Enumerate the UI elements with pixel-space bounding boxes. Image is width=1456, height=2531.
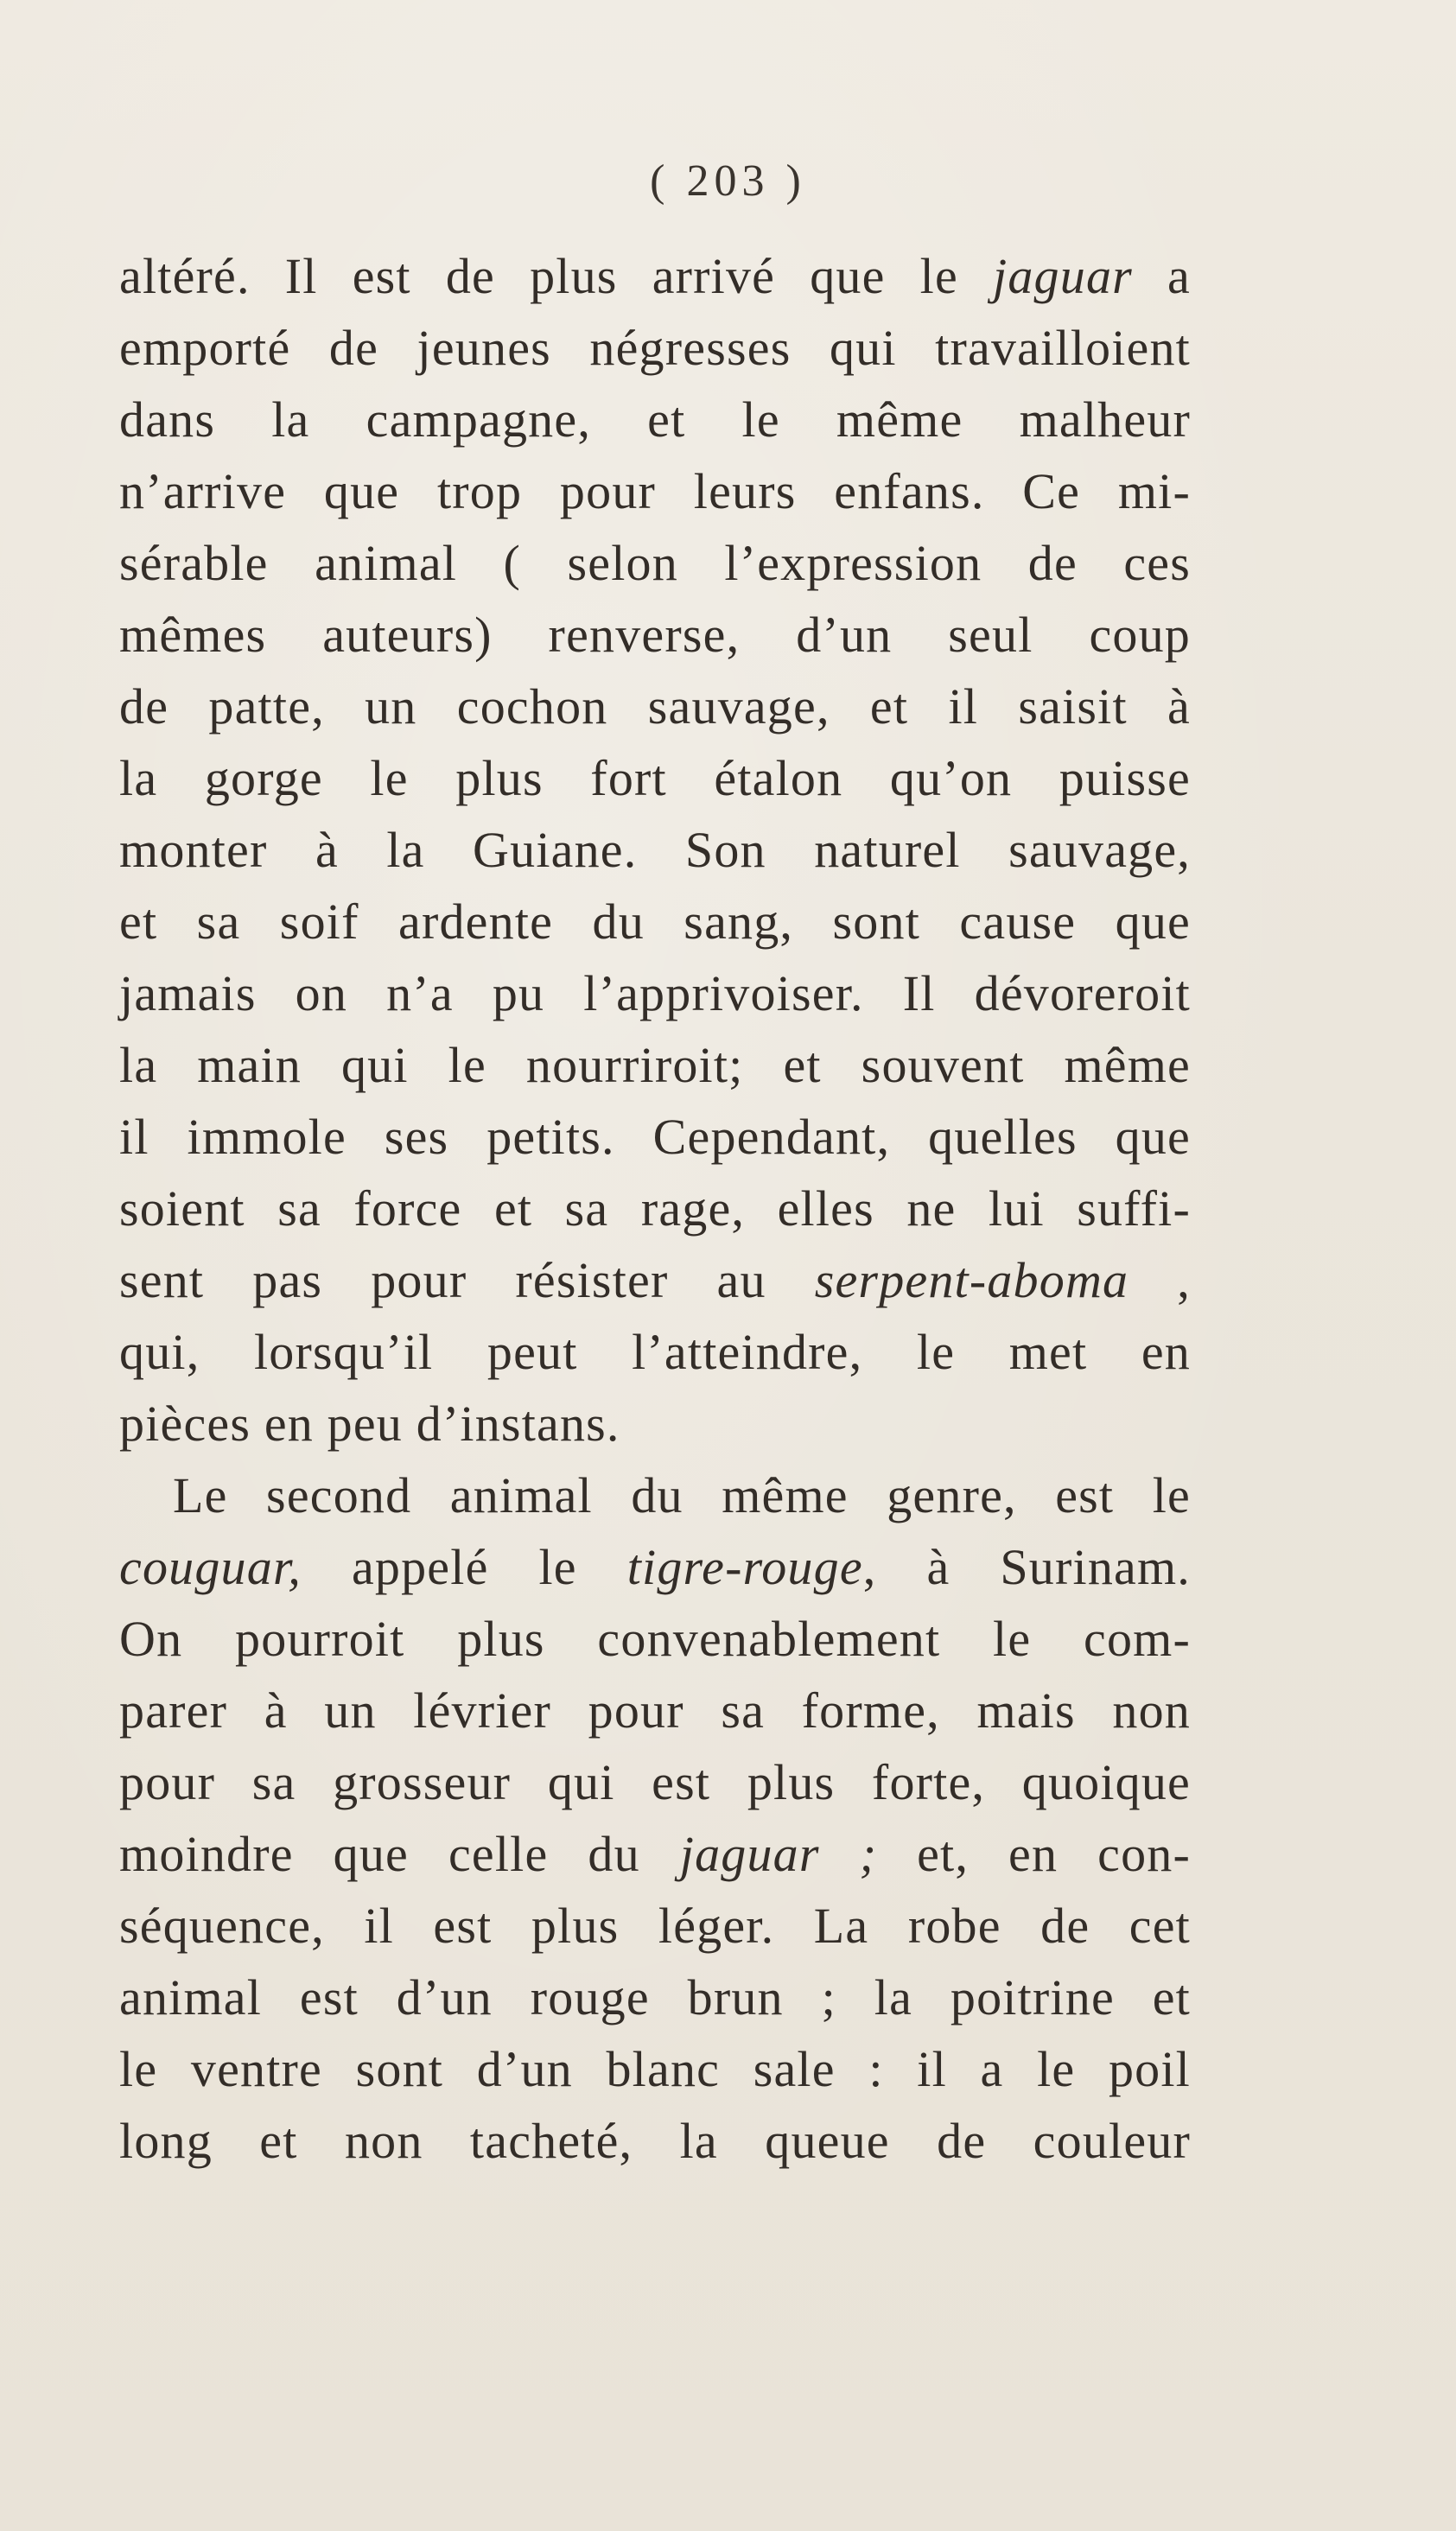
paragraph-start-line [119, 1459, 1191, 1531]
text-line [119, 1244, 1191, 1316]
text-line [119, 2105, 1191, 2177]
text-run: sent pas pour résister au [119, 1252, 815, 1308]
text-run: long et non tacheté, la queue de couleur [119, 2113, 1191, 2169]
text-line [119, 1101, 1191, 1173]
text-line [119, 1316, 1191, 1388]
text-run: de patte, un cochon sauvage, et il saisit à [119, 678, 1191, 734]
text-line [119, 1962, 1191, 2033]
text-line [119, 384, 1191, 455]
text-line [119, 240, 1191, 312]
text-run: monter à la Guiane. Son naturel sauvage, [119, 822, 1191, 878]
text-run: et, en con- [877, 1826, 1192, 1882]
text-run: , [1129, 1252, 1191, 1308]
text-line [119, 1746, 1191, 1818]
text-line [119, 1029, 1191, 1101]
text-run: n’arrive que trop pour leurs enfans. Ce mi- [119, 463, 1191, 519]
text-run: On pourroit plus convenablement le com- [119, 1611, 1191, 1667]
italic-term: tigre-rouge [626, 1539, 863, 1595]
text-run: mêmes auteurs) renverse, d’un seul coup [119, 607, 1191, 663]
text-line [119, 1388, 1191, 1459]
text-run: animal est d’un rouge brun ; la poitrine et [119, 1969, 1191, 2025]
text-run: parer à un lévrier pour sa forme, mais non [119, 1682, 1191, 1739]
italic-term: serpent-aboma [814, 1252, 1129, 1308]
text-run: qui, lorsqu’il peut l’atteindre, le met en [119, 1324, 1191, 1380]
text-run: moindre que celle du [119, 1826, 680, 1882]
text-run: emporté de jeunes négresses qui travailloient [119, 320, 1191, 376]
text-line [119, 599, 1191, 671]
text-run: il immole ses petits. Cependant, quelles que [119, 1109, 1191, 1165]
text-line [119, 527, 1191, 599]
text-run: séquence, il est plus léger. La robe de cet [119, 1898, 1191, 1954]
text-line [119, 1173, 1191, 1244]
text-line [119, 957, 1191, 1029]
text-line [119, 886, 1191, 957]
text-run: appelé le [302, 1539, 627, 1595]
text-run: pour sa grosseur qui est plus forte, quoique [119, 1754, 1191, 1810]
page-number: ( 203 ) [650, 156, 806, 206]
text-run: Le second animal du même genre, est le [173, 1467, 1191, 1523]
text-line [119, 1603, 1191, 1675]
text-line [119, 1675, 1191, 1746]
text-line [119, 814, 1191, 886]
italic-term: jaguar ; [679, 1826, 878, 1882]
text-line [119, 1890, 1191, 1962]
text-run: a [1132, 248, 1191, 304]
text-run: jamais on n’a pu l’apprivoiser. Il dévoreroit [119, 965, 1191, 1021]
text-run: soient sa force et sa rage, elles ne lui suffi- [119, 1180, 1191, 1237]
text-line [119, 742, 1191, 814]
text-run: la main qui le nourriroit; et souvent même [119, 1037, 1191, 1093]
text-line [119, 1818, 1191, 1890]
text-run: altéré. Il est de plus arrivé que le [119, 248, 994, 304]
text-line [119, 455, 1191, 527]
text-run: la gorge le plus fort étalon qu’on puisse [119, 750, 1191, 806]
text-run: sérable animal ( selon l’expression de ces [119, 535, 1191, 591]
text-run: le ventre sont d’un blanc sale : il a le poil [119, 2041, 1191, 2097]
text-line [119, 1531, 1191, 1603]
italic-term: jaguar [993, 248, 1133, 304]
text-run: dans la campagne, et le même malheur [119, 391, 1191, 448]
text-line [119, 2033, 1191, 2105]
text-run: et sa soif ardente du sang, sont cause que [119, 893, 1191, 950]
text-run: , à Surinam. [862, 1539, 1191, 1595]
text-run: pièces en peu d’instans. [119, 1396, 620, 1452]
body-text [119, 240, 1191, 2177]
text-line [119, 671, 1191, 742]
text-line [119, 312, 1191, 384]
italic-term: couguar, [119, 1539, 302, 1595]
